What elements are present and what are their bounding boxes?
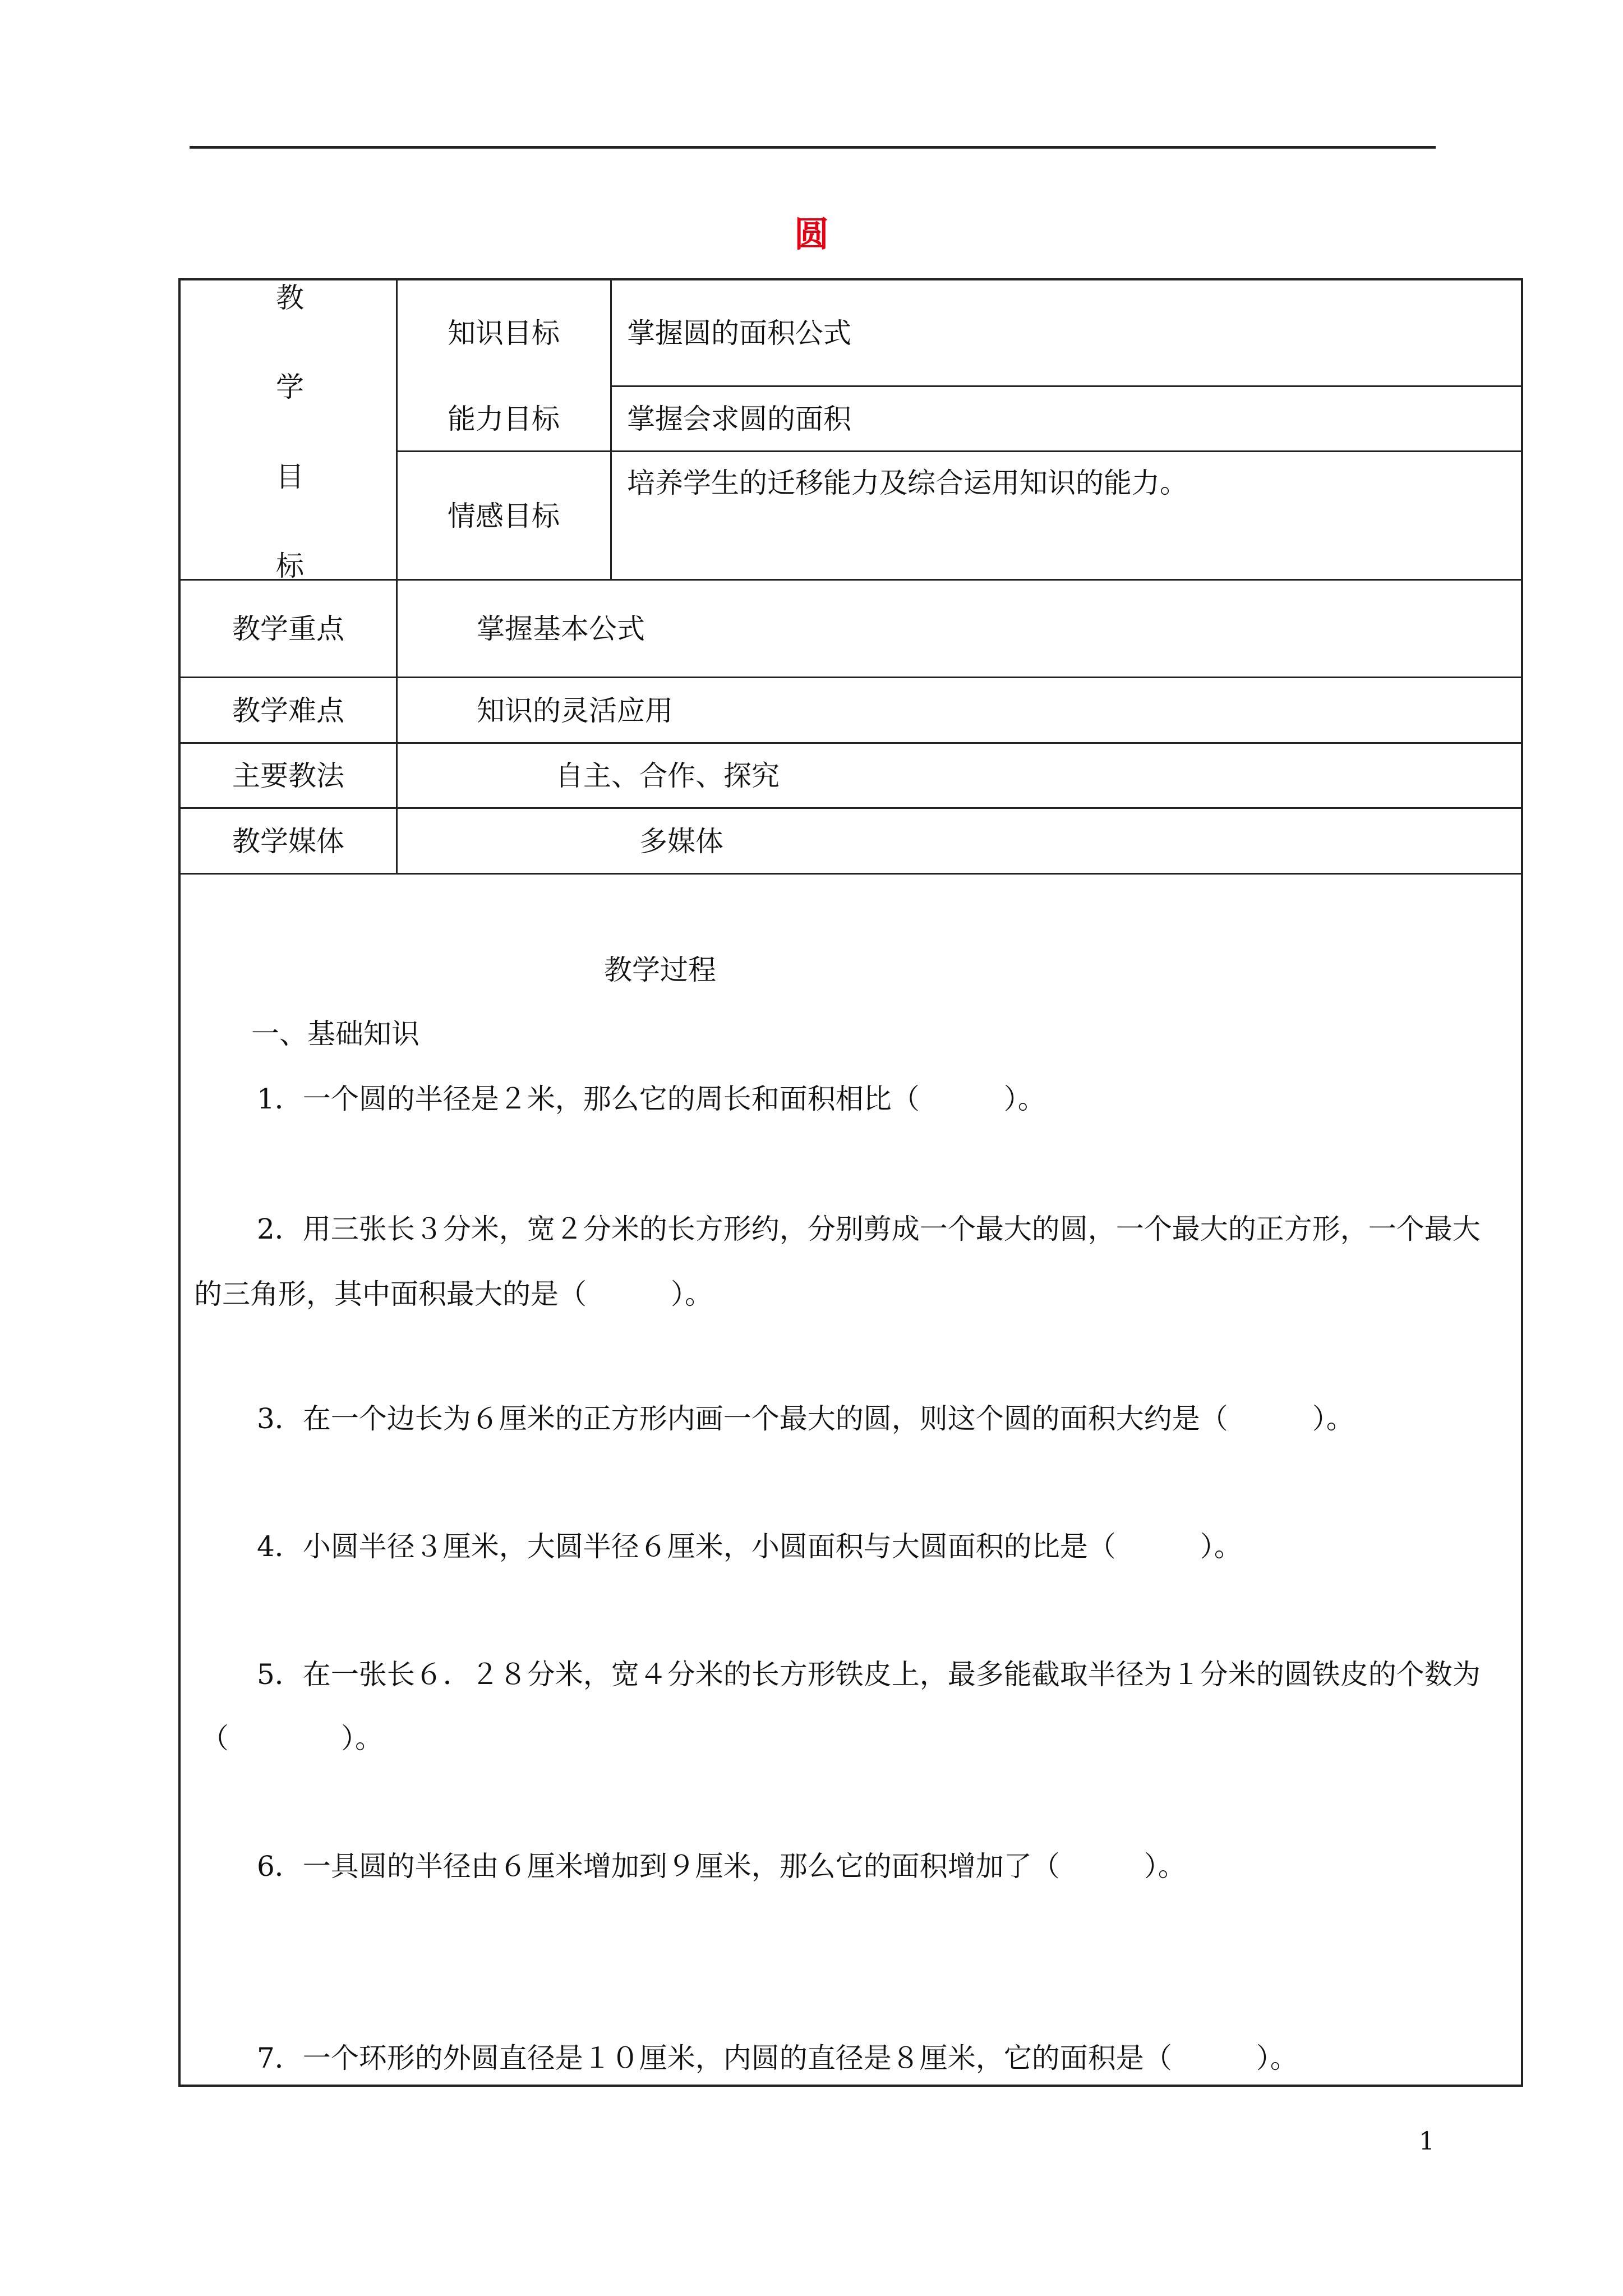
info-value-method: 自主、合作、探究 xyxy=(555,760,780,792)
document-title: 圆 xyxy=(794,214,829,255)
objective-label-ability: 能力目标 xyxy=(448,403,560,435)
page-number: 1 xyxy=(1419,2127,1435,2156)
info-value-media: 多媒体 xyxy=(639,825,723,858)
column-divider xyxy=(610,279,612,580)
objective-content-ability: 掌握会求圆的面积 xyxy=(627,403,851,435)
info-value-key-point: 掌握基本公式 xyxy=(477,613,645,645)
group-label-char: 教 xyxy=(276,282,304,314)
objective-content-emotion: 培养学生的迁移能力及综合运用知识的能力。 xyxy=(627,467,1188,499)
group-label-char: 学 xyxy=(276,371,304,404)
question-1: 1．一个圆的半径是２米，那么它的周长和面积相比（ ）。 xyxy=(257,1083,1046,1115)
question-2-line-2: 的三角形，其中面积最大的是（ ）。 xyxy=(194,1278,713,1310)
question-5-line-1: 5．在一张长６．２８分米，宽４分米的长方形铁皮上，最多能截取半径为１分米的圆铁皮的个数为 xyxy=(257,1658,1481,1691)
info-label-difficulty: 教学难点 xyxy=(232,694,344,727)
header-rule xyxy=(190,146,1436,149)
info-label-method: 主要教法 xyxy=(232,760,344,792)
info-label-key-point: 教学重点 xyxy=(232,613,344,645)
question-3: 3．在一个边长为６厘米的正方形内画一个最大的圆，则这个圆的面积大约是（ ）。 xyxy=(257,1402,1354,1435)
question-4: 4．小圆半径３厘米，大圆半径６厘米，小圆面积与大圆面积的比是（ ）。 xyxy=(257,1530,1242,1563)
question-7: 7．一个环形的外圆直径是１０厘米，内圆的直径是８厘米，它的面积是（ ）。 xyxy=(257,2042,1298,2074)
info-value-difficulty: 知识的灵活应用 xyxy=(477,694,673,727)
objective-label-knowledge: 知识目标 xyxy=(448,317,560,349)
objective-label-emotion: 情感目标 xyxy=(448,500,560,532)
section-heading: 一、基础知识 xyxy=(251,1018,419,1050)
group-label-char: 目 xyxy=(276,460,304,493)
process-heading: 教学过程 xyxy=(604,954,716,986)
group-label-char: 标 xyxy=(276,549,304,582)
question-2-line-1: 2．用三张长３分米，宽２分米的长方形约，分别剪成一个最大的圆，一个最大的正方形，一个最大 xyxy=(257,1213,1481,1245)
question-5-line-2: （ ）。 xyxy=(201,1722,383,1755)
objective-content-knowledge: 掌握圆的面积公式 xyxy=(627,317,851,349)
objectives-group-label xyxy=(181,280,399,583)
question-6: 6．一具圆的半径由６厘米增加到９厘米，那么它的面积增加了（ ）。 xyxy=(257,1850,1186,1883)
info-label-media: 教学媒体 xyxy=(232,825,344,858)
